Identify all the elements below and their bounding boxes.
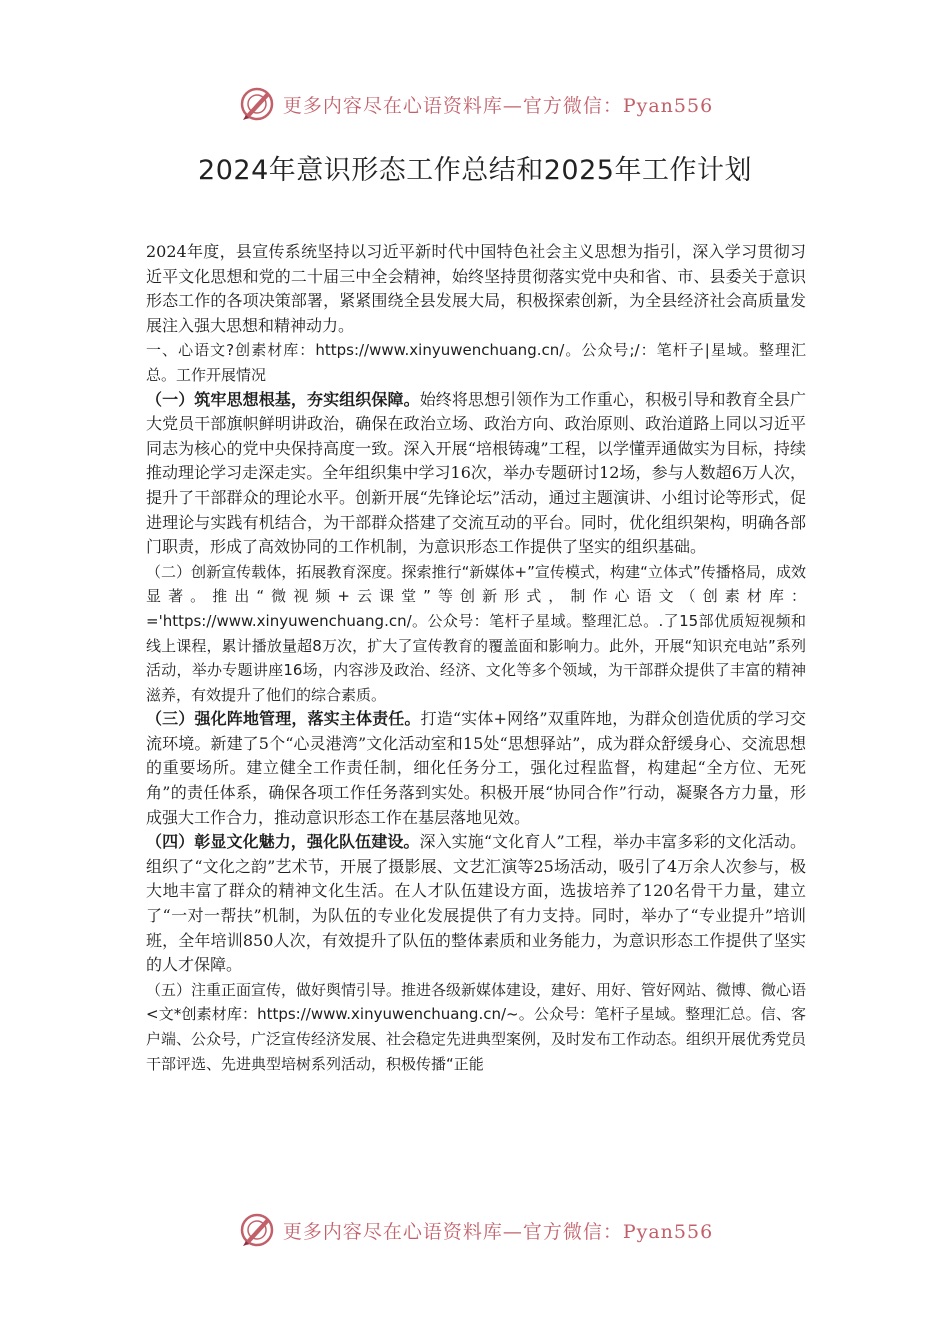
watermark-text: 更多内容尽在心语资料库—官方微信：Pyan556	[282, 1220, 714, 1243]
paragraph-3-lead: （三）强化阵地管理，落实主体责任。	[146, 709, 421, 729]
watermark-text: 更多内容尽在心语资料库—官方微信：Pyan556	[282, 94, 714, 117]
pen-circle-logo-icon	[237, 84, 277, 124]
paragraph-2: （二）创新宣传载体，拓展教育深度。探索推行“新媒体+”宣传模式，构建“立体式”传播格局，成效显著。推出“微视频+云课堂”等创新形式，制作心语文（创素材库：='https://www.xinyuwenchuang.cn/。公众号：笔杆子星域。整理汇总。.了15部优质短视频和线上课程，累计播放量超8万次，扩大了宣传教育的覆盖面和影响力。此外，开展“知识充电站”系列活动，举办专题讲座16场，内容涉及政治、经济、文化等多个领域，为干部群众提供了丰富的精神滋养，有效提升了他们的综合素质。	[146, 562, 806, 704]
paragraph-4	[146, 830, 806, 978]
paragraph-3	[146, 707, 806, 830]
section-heading: 一、心语文?创素材库：https://www.xinyuwenchuang.cn/。公众号;/：笔杆子|星域。整理汇总。工作开展情况	[146, 341, 806, 384]
paragraph-4-lead: （四）彰显文化魅力，强化队伍建设。	[146, 832, 420, 852]
paragraph-1-lead: （一）筑牢思想根基，夯实组织保障。	[146, 389, 420, 409]
paragraph-1	[146, 388, 806, 560]
watermark-banner-bottom	[0, 1210, 950, 1250]
document-title: 2024年意识形态工作总结和2025年工作计划	[198, 155, 752, 186]
paragraph-1-body: 始终将思想引领作为工作重心，积极引导和教育全县广大党员干部旗帜鲜明讲政治，确保在政治立场、政治方向、政治原则、政治道路上同以习近平同志为核心的党中央保持高度一致。深入开展“培根铸魂”工程，以学懂弄通做实为目标，持续推动理论学习走深走实。全年组织集中学习16次，举办专题研讨12场，参与人数超6万人次，提升了干部群众的理论水平。创新开展“先锋论坛”活动，通过主题演讲、小组讨论等形式，促进理论与实践有机结合，为干部群众搭建了交流互动的平台。同时，优化组织架构，明确各部门职责，形成了高效协同的工作机制，为意识形态工作提供了坚实的组织基础。	[146, 389, 806, 557]
intro-paragraph: 2024年度，县宣传系统坚持以习近平新时代中国特色社会主义思想为指引，深入学习贯彻习近平文化思想和党的二十届三中全会精神，始终坚持贯彻落实党中央和省、市、县委关于意识形态工作的各项决策部署，紧紧围绕全县发展大局，积极探索创新，为全县经济社会高质量发展注入强大思想和精神动力。	[146, 242, 806, 335]
paragraph-3-body: 打造“实体+网络”双重阵地，为群众创造优质的学习交流环境。新建了5个“心灵港湾”文化活动室和15处“思想驿站”，成为群众舒缓身心、交流思想的重要场所。建立健全工作责任制，细化任务分工，强化过程监督，构建起“全方位、无死角”的责任体系，确保各项工作任务落到实处。积极开展“协同合作”行动，凝聚各方力量，形成强大工作合力，推动意识形态工作在基层落地见效。	[146, 709, 806, 827]
watermark-banner-top	[0, 84, 950, 124]
pen-circle-logo-icon	[237, 1210, 277, 1250]
document-body	[146, 240, 806, 1076]
paragraph-4-body: 深入实施“文化育人”工程，举办丰富多彩的文化活动。组织了“文化之韵”艺术节，开展了摄影展、文艺汇演等25场活动，吸引了4万余人次参与，极大地丰富了群众的精神文化生活。在人才队伍建设方面，选拔培养了120名骨干力量，建立了“一对一帮扶”机制，为队伍的专业化发展提供了有力支持。同时，举办了“专业提升”培训班，全年培训850人次，有效提升了队伍的整体素质和业务能力，为意识形态工作提供了坚实的人才保障。	[146, 832, 806, 975]
paragraph-5: （五）注重正面宣传，做好舆情引导。推进各级新媒体建设，建好、用好、管好网站、微博、微心语<文*创素材库：https://www.xinyuwenchuang.cn/~。公众号：笔杆子星域。整理汇总。信、客户端、公众号，广泛宣传经济发展、社会稳定先进典型案例，及时发布工作动态。组织开展优秀党员干部评选、先进典型培树系列活动，积极传播“正能	[146, 980, 807, 1073]
